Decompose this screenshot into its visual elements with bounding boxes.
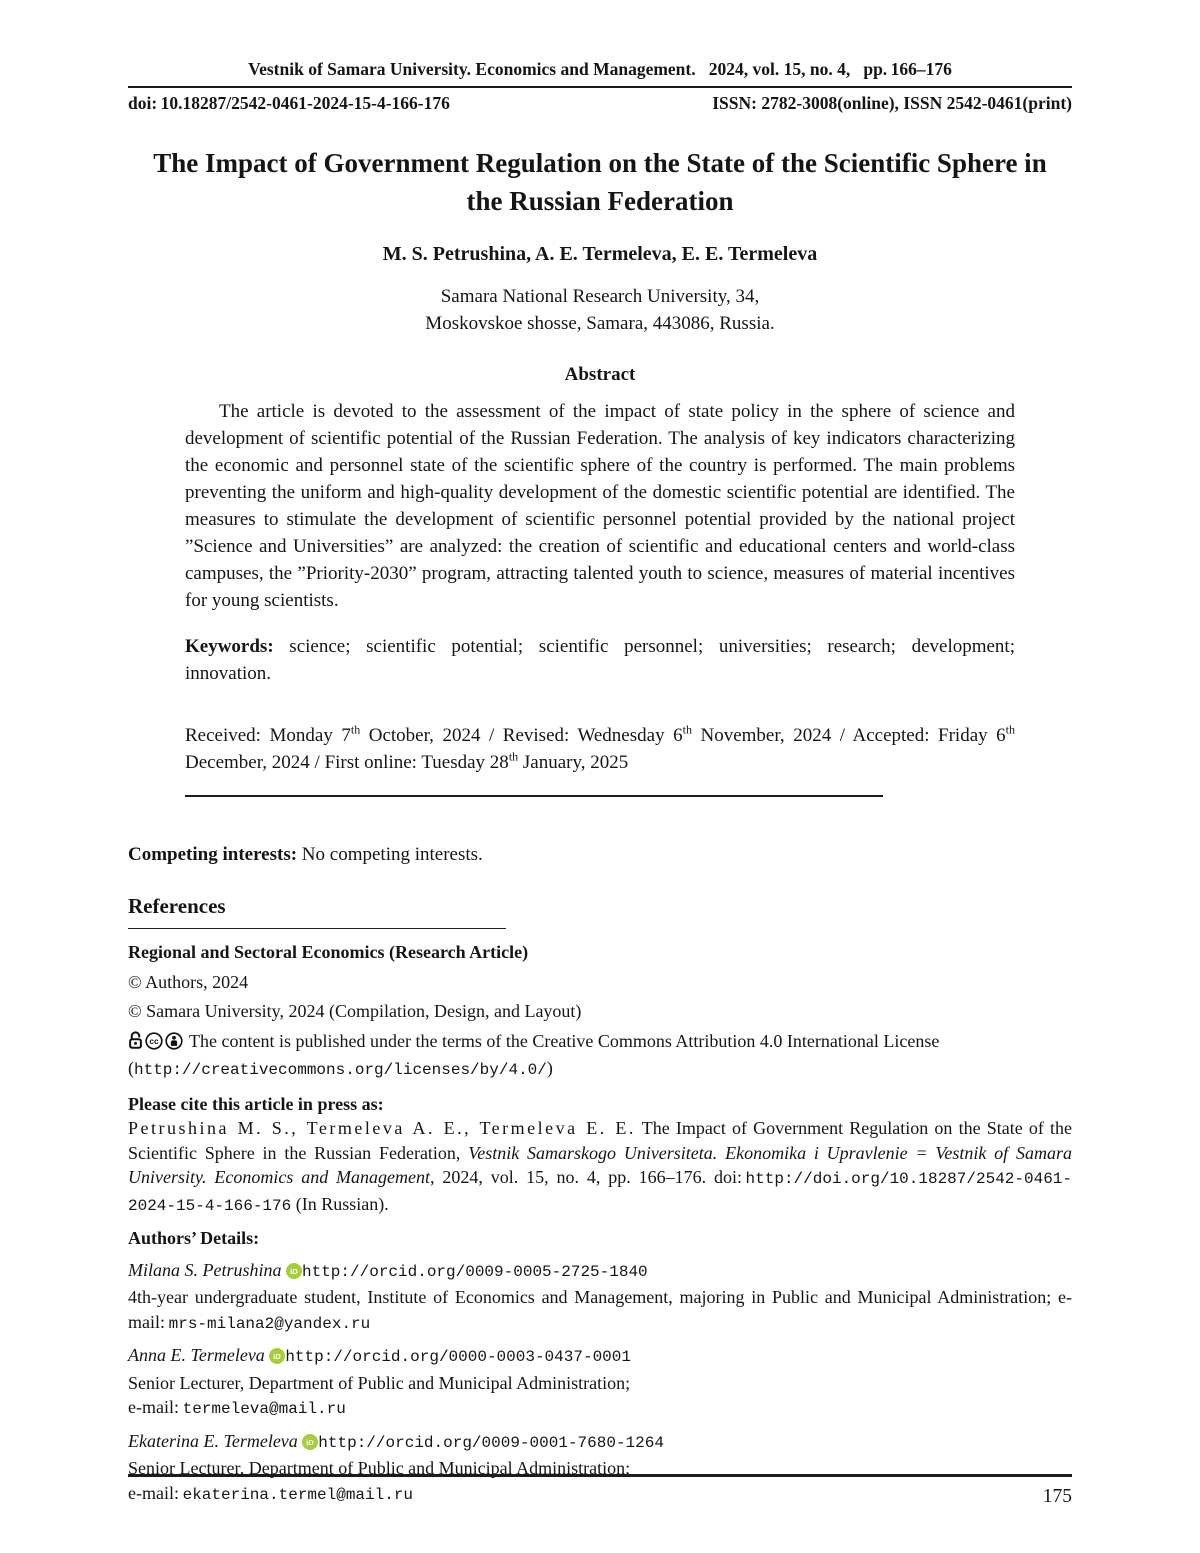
email-label: e-mail: — [128, 1482, 183, 1503]
cite-as-label: Please cite this article in press as: — [128, 1093, 384, 1114]
references-divider — [128, 928, 506, 929]
issn-header: ISSN: 2782-3008(online), ISSN 2542-0461(print) — [712, 93, 1072, 113]
competing-interests-line — [128, 844, 1072, 866]
author-bio-text: 4th-year undergraduate student, Institute of Economics and Management, majoring in Public and Municipal Administration; e-mail: — [128, 1287, 1072, 1332]
author-email-line — [128, 1395, 1072, 1422]
license-url[interactable]: http://creativecommons.org/licenses/by/4.0/ — [134, 1061, 547, 1079]
ordinal-suffix: th — [682, 722, 692, 737]
first-online-segment: December, 2024 / First online: Tuesday 28 — [185, 752, 509, 773]
keywords-line — [185, 633, 1015, 687]
year-segment: January, 2025 — [518, 752, 629, 773]
accepted-segment: November, 2024 / Accepted: Friday 6 — [691, 725, 1006, 746]
author-detail-petrushina — [128, 1258, 1072, 1337]
author-name: Milana S. Petrushina — [128, 1259, 282, 1280]
license-url-paren: ) — [546, 1058, 553, 1078]
email-label: e-mail: — [128, 1397, 183, 1417]
cc-by-attribution-icon — [165, 1032, 183, 1057]
keywords-label: Keywords: — [185, 636, 274, 657]
author-name-line — [128, 1258, 1072, 1286]
svg-text:iD: iD — [290, 1266, 298, 1276]
cc-icon — [145, 1032, 163, 1057]
orcid-icon — [302, 1432, 318, 1457]
authors-details-label: Authors’ Details: — [128, 1228, 260, 1248]
author-bio: Senior Lecturer, Department of Public and Municipal Administration; — [128, 1372, 631, 1393]
affiliation-line-2: Moskovskoe shosse, Samara, 443086, Russia. — [425, 313, 775, 334]
license-line — [128, 1029, 1072, 1083]
citation-authors: Petrushina M. S., Termeleva A. E., Termeleva E. E. — [128, 1118, 636, 1138]
header-divider — [128, 86, 1072, 88]
affiliation — [128, 283, 1072, 337]
abstract-block — [128, 364, 1072, 776]
open-access-icon — [128, 1031, 143, 1057]
revised-segment: October, 2024 / Revised: Wednesday 6 — [360, 725, 683, 746]
author-bio — [128, 1285, 1072, 1336]
orcid-icon — [286, 1261, 302, 1286]
orcid-link[interactable]: http://orcid.org/0009-0001-7680-1264 — [318, 1433, 664, 1452]
citation-journal: Vestnik Samarskogo Universiteta. Ekonomika i Upravlenie = Vestnik of Samara University. Economics and Management — [128, 1142, 1072, 1187]
journal-title-line: Vestnik of Samara University. Economics and Management. 2024, vol. 15, no. 4, pp. 166–176 — [248, 59, 952, 79]
orcid-link[interactable]: http://orcid.org/0009-0005-2725-1840 — [302, 1262, 648, 1281]
competing-interests-text: No competing interests. — [297, 844, 483, 865]
abstract-heading: Abstract — [564, 364, 636, 385]
article-title: The Impact of Government Regulation on the State of the Scientific Sphere in the Russian Federation — [153, 148, 1047, 216]
article-authors: M. S. Petrushina, A. E. Termeleva, E. E. Termeleva — [382, 243, 818, 265]
license-text: The content is published under the terms of the Creative Commons Attribution 4.0 International License — [189, 1030, 940, 1051]
license-url-paren: ( — [128, 1058, 134, 1078]
author-name: Ekaterina E. Termeleva — [128, 1430, 298, 1451]
svg-text:cc: cc — [149, 1036, 159, 1046]
doi-header: doi: 10.18287/2542-0461-2024-15-4-166-176 — [128, 93, 450, 113]
received-dates-line — [185, 722, 1015, 776]
author-detail-termeleva-a — [128, 1343, 1072, 1422]
author-name-line — [128, 1343, 1072, 1371]
affiliation-line-1: Samara National Research University, 34, — [440, 286, 760, 307]
page-number: 175 — [1042, 1486, 1072, 1507]
received-segment: Received: Monday 7 — [185, 725, 351, 746]
author-bio: Senior Lecturer, Department of Public and Municipal Administration; — [128, 1458, 631, 1478]
ordinal-suffix: th — [1005, 722, 1016, 737]
section-type-label: Regional and Sectoral Economics (Research Article) — [128, 942, 529, 962]
svg-text:iD: iD — [273, 1351, 282, 1361]
orcid-icon — [269, 1346, 285, 1371]
footer-divider — [128, 1474, 1072, 1477]
copyright-authors: © Authors, 2024 — [128, 971, 249, 992]
citation-doi-link[interactable]: http://doi.org/10.18287/2542-0461-2024-15-4-166-176 — [128, 1170, 1072, 1215]
keywords-text: science; scientific potential; scientific personnel; universities; research; development; innovation. — [185, 636, 1015, 684]
citation-title: The Impact of Government Regulation on the State of the Scientific Sphere in the Russian Federation, — [128, 1118, 1072, 1163]
citation-paragraph — [128, 1116, 1072, 1218]
citation-language-note: (In Russian). — [291, 1193, 389, 1214]
author-email-link[interactable]: ekaterina.termel@mail.ru — [182, 1485, 414, 1504]
orcid-link[interactable]: http://orcid.org/0000-0003-0437-0001 — [285, 1348, 631, 1366]
page-footer — [128, 1474, 1072, 1508]
references-heading: References — [128, 894, 226, 918]
author-email-link[interactable]: mrs-milana2@yandex.ru — [168, 1314, 371, 1333]
competing-interests-label: Competing interests: — [128, 844, 298, 865]
svg-text:iD: iD — [306, 1437, 315, 1447]
page-header — [128, 58, 1072, 114]
ordinal-suffix: th — [350, 722, 361, 737]
author-email-link[interactable]: termeleva@mail.ru — [182, 1400, 346, 1418]
author-name-line — [128, 1429, 1072, 1457]
titlepage-divider — [185, 795, 883, 797]
citation-volume-info: , 2024, vol. 15, no. 4, pp. 166–176. doi: — [430, 1167, 746, 1187]
abstract-text: The article is devoted to the assessment of the impact of state policy in the sphere of science and development of scientific potential of the Russian Federation. The analysis of key indicators characterizing the economic and personnel state of the scientific sphere of the country is performed. The main problems preventing the uniform and high-quality development of the domestic scientific potential are identified. The measures to stimulate the development of scientific personnel potential provided by the national project ”Science and Universities” are analyzed: the creation of scientific and educational centers and world-class campuses, the ”Priority-2030” program, attracting talented youth to science, measures of material incentives for young scientists. — [185, 401, 1015, 611]
ordinal-suffix: th — [508, 749, 519, 764]
author-name: Anna E. Termeleva — [128, 1345, 265, 1365]
copyright-university: © Samara University, 2024 (Compilation, Design, and Layout) — [128, 1001, 582, 1021]
license-icons — [128, 1031, 185, 1051]
